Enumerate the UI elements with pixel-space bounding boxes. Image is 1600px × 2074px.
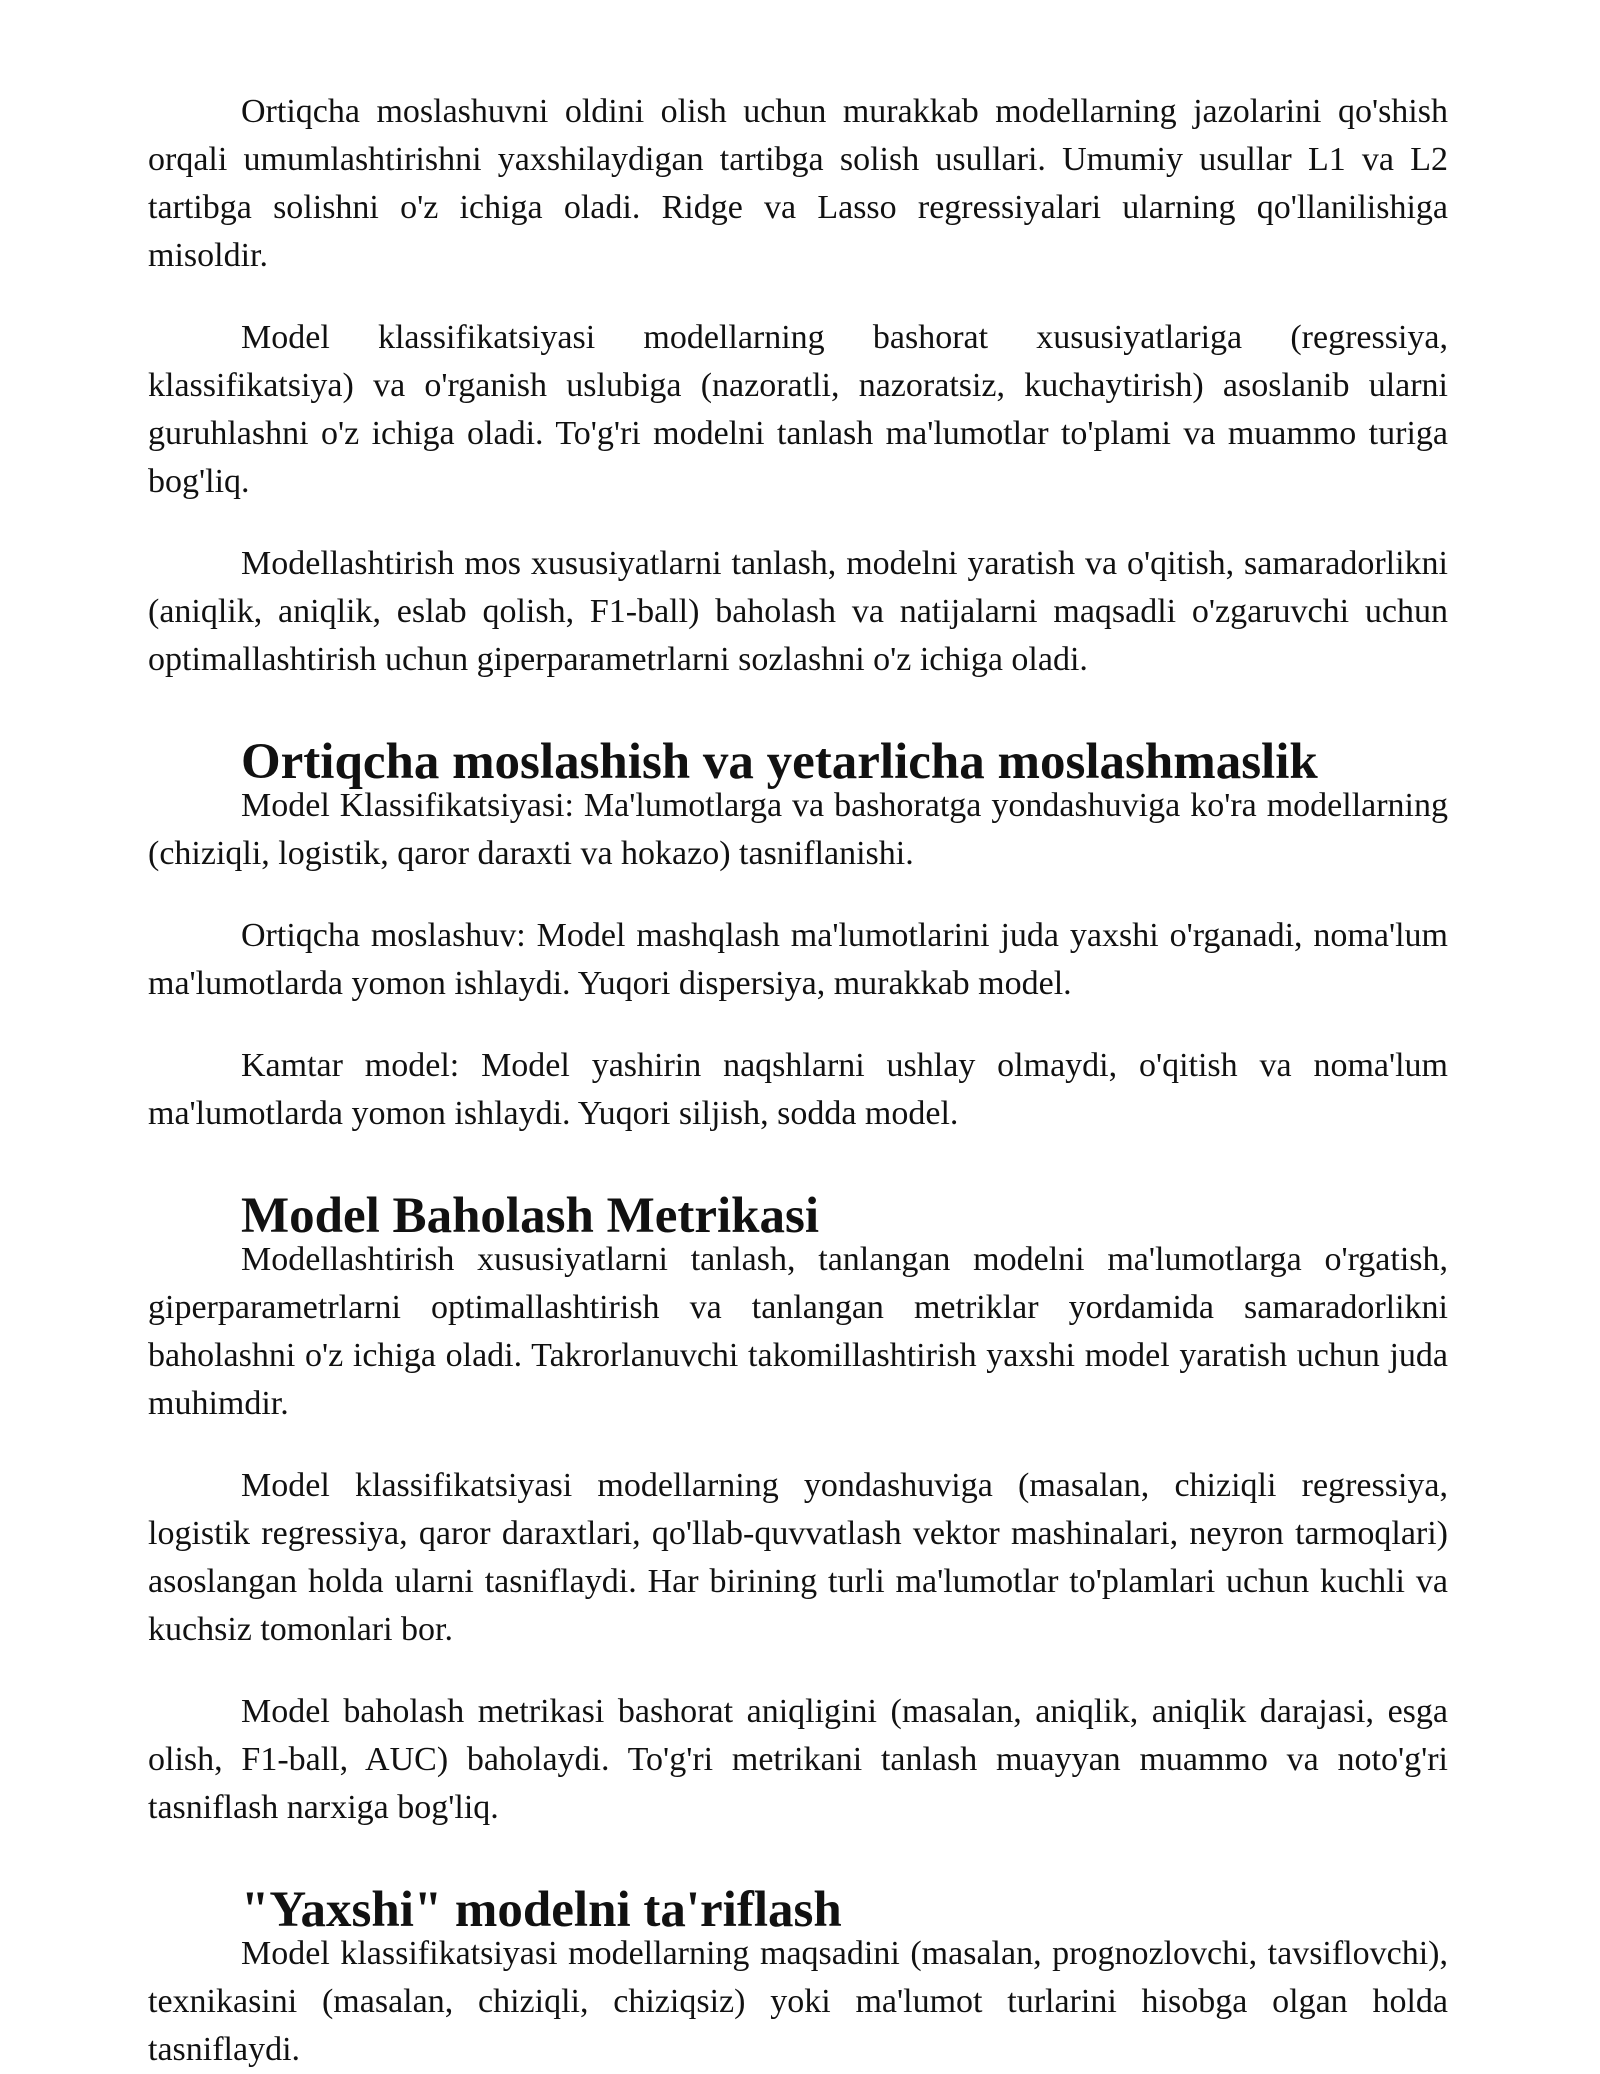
paragraph-evaluation-classification: Model klassifikatsiyasi modellarning yondashuviga (masalan, chiziqli regressiya, logistik regressiya, qaror daraxtlari, qo'llab-quvvatlash vektor mashinalari, neyron tarmoqlari) asoslangan holda ularni tasniflaydi. Har birining turli ma'lumotlar to'plamlari uchun kuchli va kuchsiz tomonlari bor.: [148, 1467, 1448, 1648]
paragraph-evaluation-metrics: Model baholash metrikasi bashorat aniqligini (masalan, aniqlik, aniqlik darajasi, esga olish, F1-ball, AUC) baholaydi. To'g'ri metrikani tanlash muayyan muammo va noto'g'ri tasniflash narxiga bog'liq.: [148, 1693, 1448, 1826]
paragraph-underfitting: Kamtar model: Model yashirin naqshlarni ushlay olmaydi, o'qitish va noma'lum ma'lumotlarda yomon ishlaydi. Yuqori siljish, sodda model.: [148, 1047, 1448, 1132]
paragraph-overfitting-classification: Model Klassifikatsiyasi: Ma'lumotlarga va bashoratga yondashuviga ko'ra modellarning (chiziqli, logistik, qaror daraxti va hokazo) tasniflanishi.: [148, 787, 1448, 872]
section-heading-evaluation-metrics: Model Baholash Metrikasi: [241, 1188, 820, 1244]
paragraph-modeling: Modellashtirish mos xususiyatlarni tanlash, modelni yaratish va o'qitish, samaradorlikni (aniqlik, aniqlik, eslab qolish, F1-ball) baholash va natijalarni maqsadli o'zgaruvchi uchun optimallashtirish uchun giperparametrlarni sozlashni o'z ichiga oladi.: [148, 545, 1448, 678]
paragraph-model-classification: Model klassifikatsiyasi modellarning bashorat xususiyatlariga (regressiya, klassifikatsiya) va o'rganish uslubiga (nazoratli, nazoratsiz, kuchaytirish) asoslanib ularni guruhlashni o'z ichiga oladi. To'g'ri modelni tanlash ma'lumotlar to'plami va muammo turiga bog'liq.: [148, 319, 1448, 500]
section-heading-good-model: "Yaxshi" modelni ta'riflash: [241, 1882, 842, 1938]
paragraph-overfitting: Ortiqcha moslashuv: Model mashqlash ma'lumotlarini juda yaxshi o'rganadi, noma'lum ma'lumotlarda yomon ishlaydi. Yuqori dispersiya, murakkab model.: [148, 917, 1448, 1002]
paragraph-regularization: Ortiqcha moslashuvni oldini olish uchun murakkab modellarning jazolarini qo'shish orqali umumlashtirishni yaxshilaydigan tartibga solish usullari. Umumiy usullar L1 va L2 tartibga solishni o'z ichiga oladi. Ridge va Lasso regressiyalari ularning qo'llanilishiga misoldir.: [148, 93, 1448, 274]
paragraph-good-model: Model klassifikatsiyasi modellarning maqsadini (masalan, prognozlovchi, tavsiflovchi), texnikasini (masalan, chiziqli, chiziqsiz) yoki ma'lumot turlarini hisobga olgan holda tasniflaydi.: [148, 1935, 1448, 2068]
document-page: [148, 88, 1448, 2074]
paragraph-evaluation-modeling: Modellashtirish xususiyatlarni tanlash, tanlangan modelni ma'lumotlarga o'rgatish, giperparametrlarni optimallashtirish va tanlangan metriklar yordamida samaradorlikni baholashni o'z ichiga oladi. Takrorlanuvchi takomillashtirish yaxshi model yaratish uchun juda muhimdir.: [148, 1241, 1448, 1422]
section-heading-overfitting: Ortiqcha moslashish va yetarlicha moslashmaslik: [241, 734, 1318, 790]
